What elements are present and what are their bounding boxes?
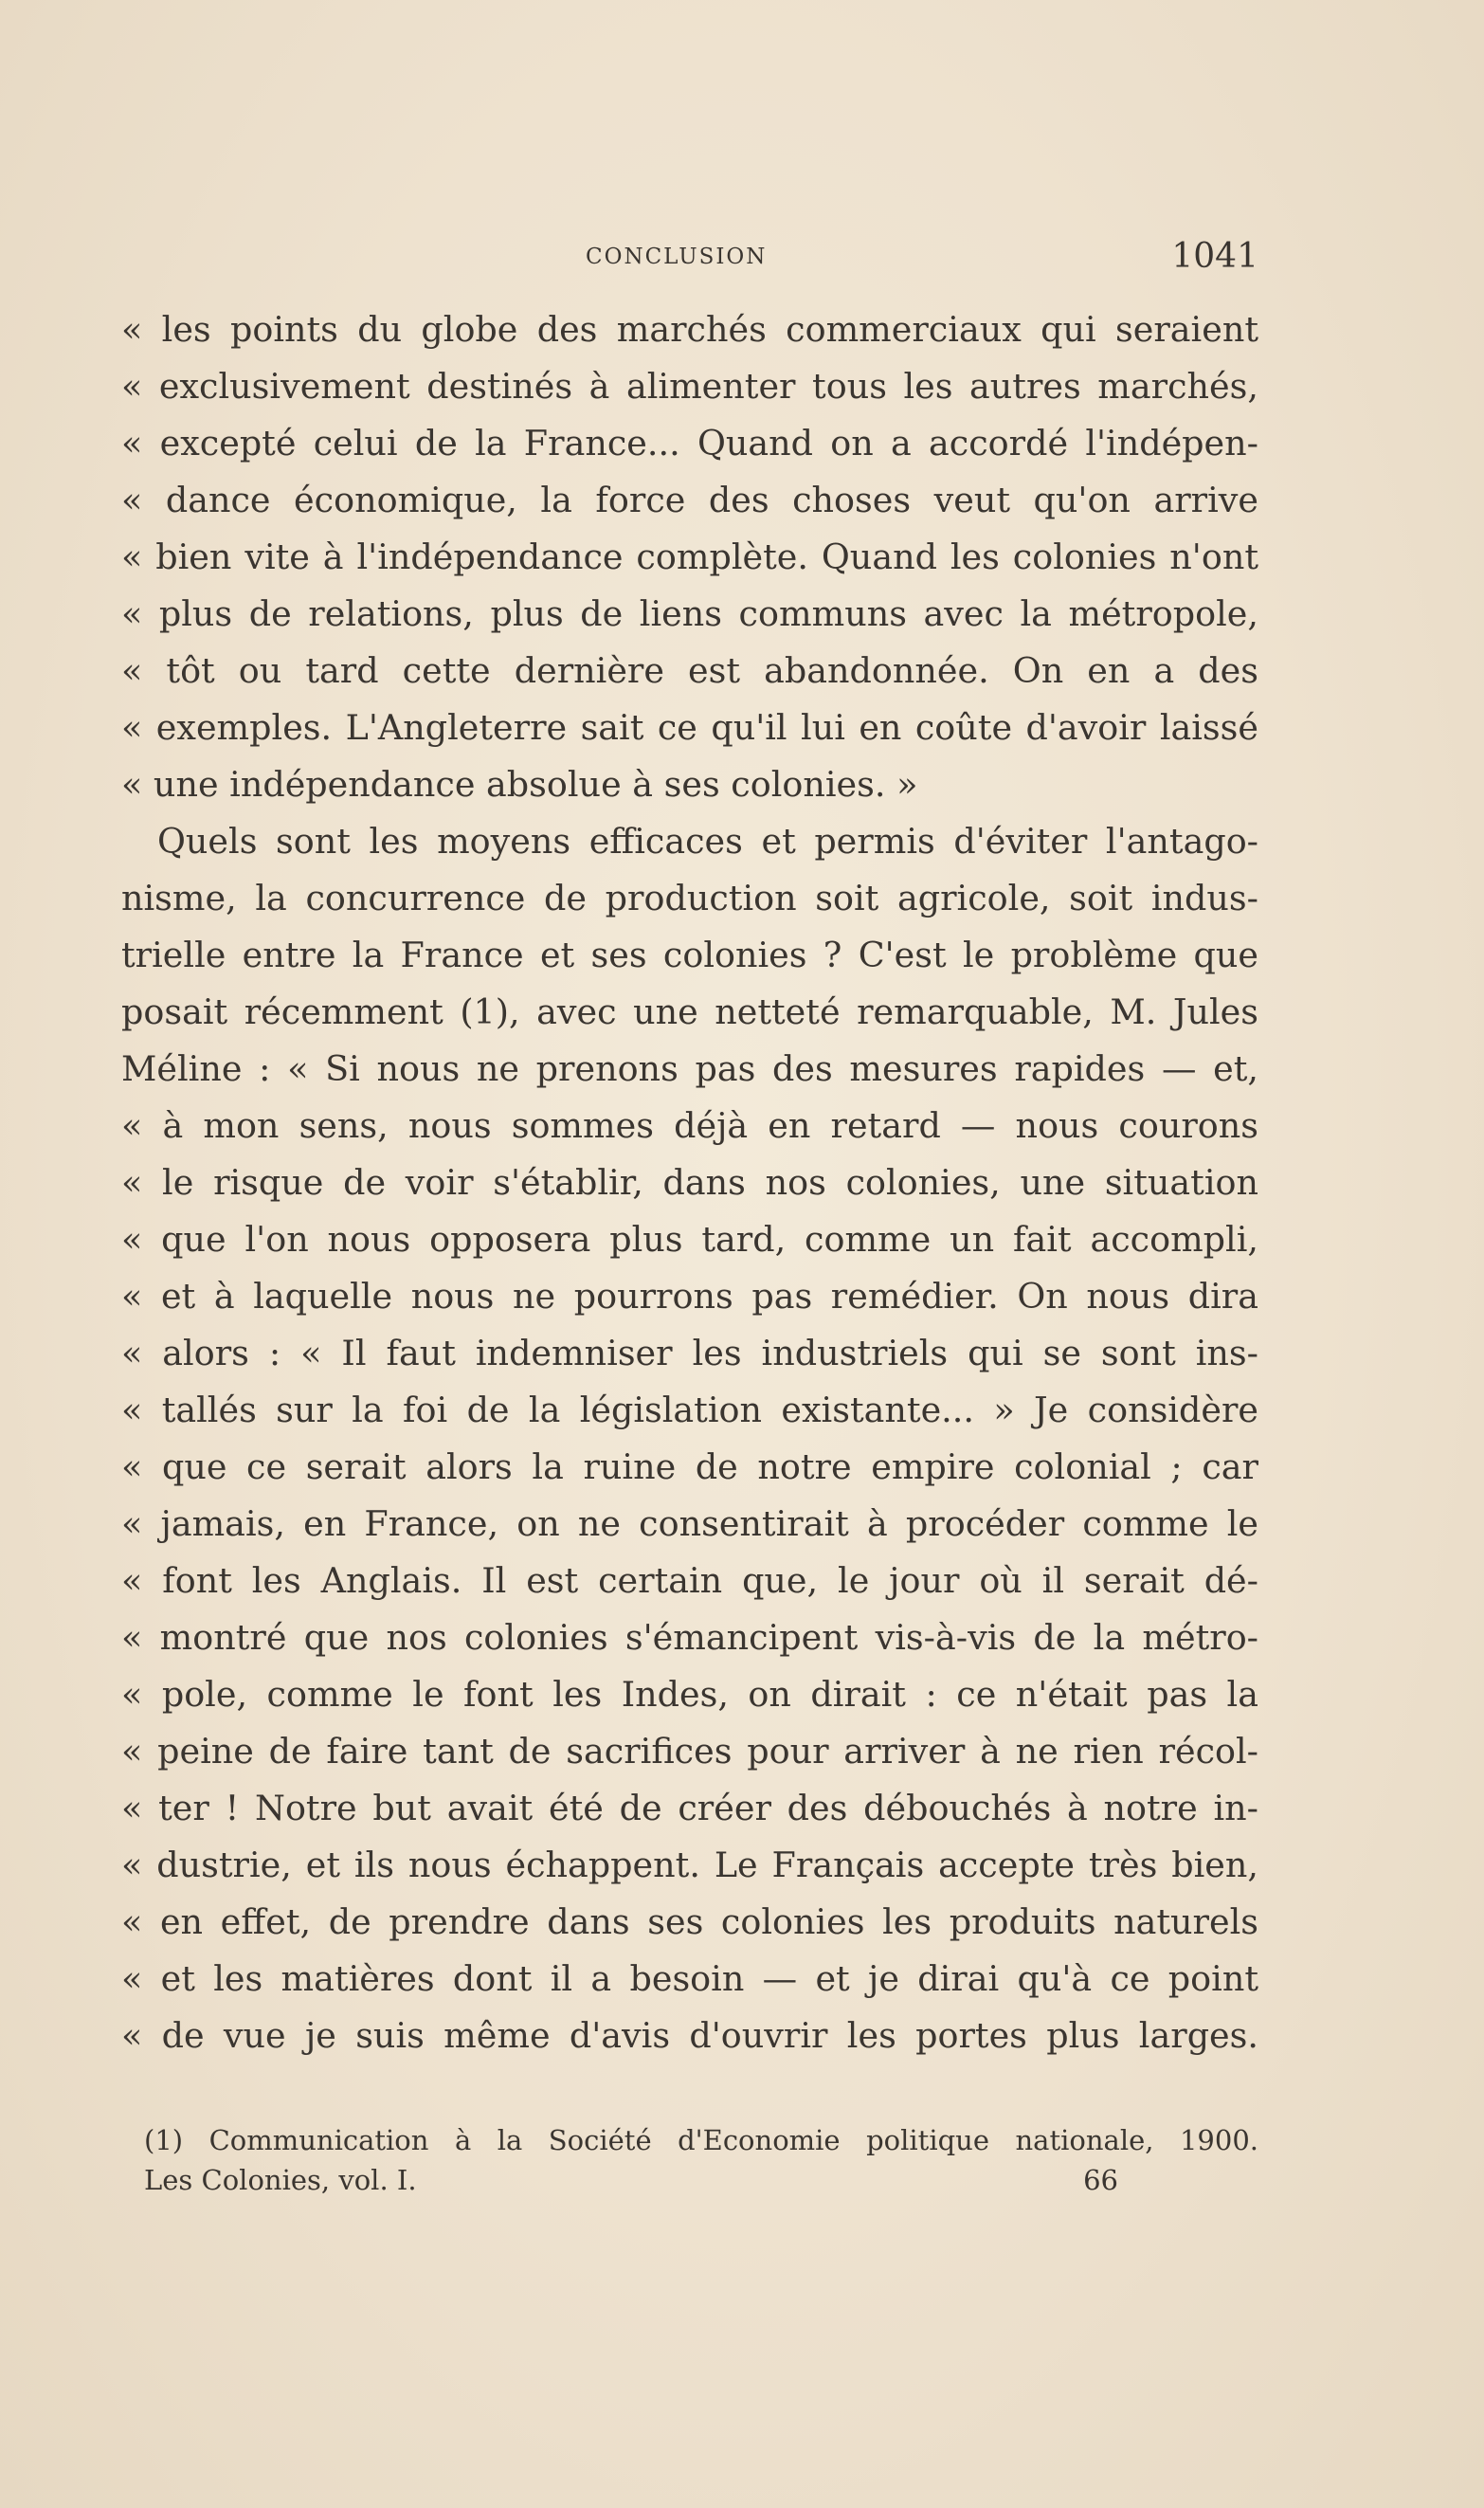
page-number: 1041 xyxy=(1171,237,1258,276)
text-line: « de vue je suis même d'avis d'ouvrir les portes plus larges. xyxy=(121,2015,1258,2056)
text-line: « alors : « Il faut indemniser les industriels qui se sont ins- xyxy=(121,1333,1258,1373)
text-line: posait récemment (1), avec une netteté remarquable, M. Jules xyxy=(121,991,1258,1032)
text-line: « et à laquelle nous ne pourrons pas remédier. On nous dira xyxy=(121,1276,1258,1317)
body-text xyxy=(121,301,1258,2064)
text-line: « et les matières dont il a besoin — et je dirai qu'à ce point xyxy=(121,1958,1258,1999)
text-line: « une indépendance absolue à ses colonies. » xyxy=(121,764,918,805)
text-line: « excepté celui de la France... Quand on a accordé l'indépen- xyxy=(121,423,1258,463)
footnote-text: (1) Communication à la Société d'Economie politique nationale, 1900. xyxy=(144,2124,1258,2156)
text-line: « en effet, de prendre dans ses colonies les produits naturels xyxy=(121,1901,1258,1942)
text-line: nisme, la concurrence de production soit agricole, soit indus- xyxy=(121,878,1258,918)
paragraph-start-line: Quels sont les moyens efficaces et permis d'éviter l'antago- xyxy=(157,821,1258,862)
text-line: « font les Anglais. Il est certain que, le jour où il serait dé- xyxy=(121,1560,1258,1601)
text-line: « tallés sur la foi de la législation existante... » Je considère xyxy=(121,1390,1258,1430)
text-line: trielle entre la France et ses colonies ? C'est le problème que xyxy=(121,935,1258,975)
text-line: « pole, comme le font les Indes, on dirait : ce n'était pas la xyxy=(121,1674,1258,1715)
text-line: « tôt ou tard cette dernière est abandonnée. On en a des xyxy=(121,650,1258,691)
running-head xyxy=(121,239,1258,277)
text-line: « jamais, en France, on ne consentirait à procéder comme le xyxy=(121,1503,1258,1544)
signature-line xyxy=(144,2160,1118,2200)
text-line: Méline : « Si nous ne prenons pas des mesures rapides — et, xyxy=(121,1048,1258,1089)
running-head-title: CONCLUSION xyxy=(586,245,768,269)
text-line: « les points du globe des marchés commerciaux qui seraient xyxy=(121,309,1258,350)
text-line: « dustrie, et ils nous échappent. Le Français accepte très bien, xyxy=(121,1845,1258,1885)
text-line: « ter ! Notre but avait été de créer des débouchés à notre in- xyxy=(121,1788,1258,1828)
text-line: « exemples. L'Angleterre sait ce qu'il lui en coûte d'avoir laissé xyxy=(121,707,1258,748)
text-line: « peine de faire tant de sacrifices pour arriver à ne rien récol- xyxy=(121,1731,1258,1772)
footnote xyxy=(144,2120,1258,2160)
text-line: « exclusivement destinés à alimenter tous les autres marchés, xyxy=(121,366,1258,407)
text-line: « le risque de voir s'établir, dans nos colonies, une situation xyxy=(121,1162,1258,1203)
signature-mark: 66 xyxy=(1083,2164,1118,2196)
text-line: « que l'on nous opposera plus tard, comme un fait accompli, xyxy=(121,1219,1258,1260)
text-line: « dance économique, la force des choses veut qu'on arrive xyxy=(121,480,1258,520)
text-line: « plus de relations, plus de liens communs avec la métropole, xyxy=(121,593,1258,634)
text-line: « montré que nos colonies s'émancipent vis-à-vis de la métro- xyxy=(121,1617,1258,1658)
text-line: « à mon sens, nous sommes déjà en retard — nous courons xyxy=(121,1105,1258,1146)
text-line: « bien vite à l'indépendance complète. Quand les colonies n'ont xyxy=(121,536,1258,577)
signature-title: Les Colonies, vol. I. xyxy=(144,2164,417,2196)
text-line: « que ce serait alors la ruine de notre empire colonial ; car xyxy=(121,1446,1258,1487)
